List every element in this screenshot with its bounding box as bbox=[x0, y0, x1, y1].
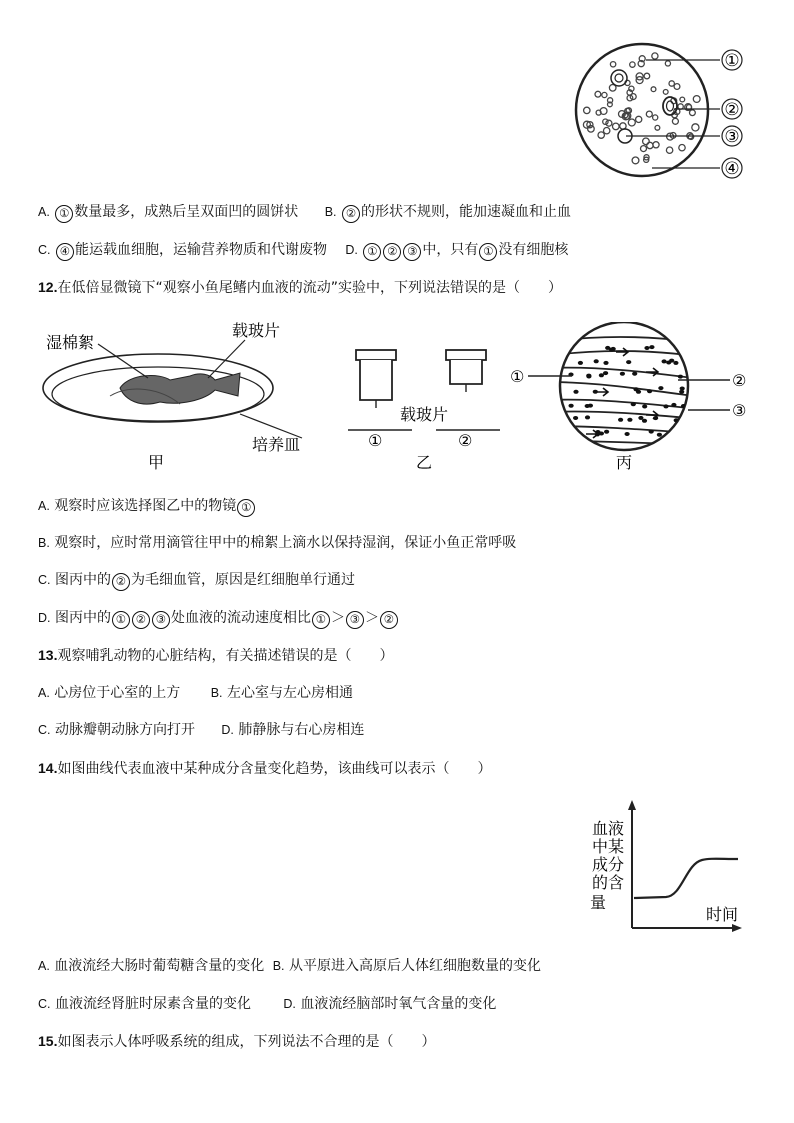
q11-options-row2 bbox=[38, 240, 568, 261]
q13-option-b[interactable] bbox=[211, 685, 353, 701]
q12-option-c[interactable] bbox=[38, 570, 355, 591]
flowing-blood-cell bbox=[644, 346, 649, 350]
circled-number: ③ bbox=[346, 611, 364, 629]
flowing-blood-cell bbox=[604, 430, 609, 434]
flowing-blood-cell bbox=[679, 348, 684, 352]
flowing-blood-cell bbox=[666, 361, 671, 365]
greater-than: ＞ bbox=[364, 610, 379, 626]
flowing-blood-cell bbox=[681, 347, 686, 351]
ylabel-line-2: 中某 bbox=[591, 837, 625, 856]
option-text: 处血液的流动速度相比 bbox=[170, 610, 311, 626]
flowing-blood-cell bbox=[632, 372, 637, 376]
flowing-blood-cell bbox=[638, 416, 643, 420]
flowing-blood-cell bbox=[620, 372, 625, 376]
blood-label-2: ② bbox=[724, 100, 740, 120]
flowing-blood-cell bbox=[573, 390, 578, 394]
flowing-blood-cell bbox=[603, 371, 608, 375]
label-objective-2: ② bbox=[458, 431, 473, 450]
circled-number: ① bbox=[312, 611, 330, 629]
flowing-blood-cell bbox=[585, 415, 590, 419]
question-text: 如图曲线代表血液中某种成分含量变化趋势，该曲线可以表示（ ） bbox=[57, 761, 492, 777]
q11-option-c[interactable] bbox=[38, 242, 331, 258]
flowing-blood-cell bbox=[599, 432, 604, 436]
q14-trend-graph bbox=[586, 796, 756, 936]
blood-label-3: ③ bbox=[724, 127, 740, 147]
label-slide: 载玻片 bbox=[232, 321, 281, 340]
question-number: 15. bbox=[38, 1033, 58, 1049]
option-text: 血液流经脑部时氧气含量的变化 bbox=[300, 996, 497, 1012]
bing-label-1: ① bbox=[510, 367, 525, 386]
q13-options-row1 bbox=[38, 683, 353, 703]
blood-label-1: ① bbox=[724, 51, 740, 71]
option-letter: C. bbox=[38, 997, 51, 1011]
ylabel-line-1: 血液 bbox=[591, 819, 625, 838]
flowing-blood-cell bbox=[636, 390, 641, 394]
option-text: 血液流经肾脏时尿素含量的变化 bbox=[54, 996, 251, 1012]
circled-number: ③ bbox=[403, 243, 421, 261]
option-text: 动脉瓣朝动脉方向打开 bbox=[54, 722, 195, 738]
q13-stem bbox=[38, 645, 393, 666]
bing-label-2: ② bbox=[732, 371, 747, 390]
circled-number: ② bbox=[112, 573, 130, 591]
option-text: 数量最多，成熟后呈双面凹的圆饼状 bbox=[74, 204, 299, 220]
circled-number: ③ bbox=[152, 611, 170, 629]
flowing-blood-cell bbox=[671, 433, 676, 437]
option-letter: A. bbox=[38, 499, 50, 513]
option-letter: B. bbox=[38, 536, 50, 550]
q12-option-d[interactable] bbox=[38, 608, 399, 629]
option-letter: A. bbox=[38, 205, 50, 219]
flowing-blood-cell bbox=[678, 375, 683, 379]
option-text: 图丙中的 bbox=[54, 572, 111, 588]
question-number: 12. bbox=[38, 279, 58, 295]
option-letter: B. bbox=[324, 205, 337, 219]
circled-number: ① bbox=[112, 611, 130, 629]
circled-number: ① bbox=[363, 243, 381, 261]
option-letter: D. bbox=[283, 997, 296, 1011]
xlabel-time: 时间 bbox=[706, 905, 739, 924]
q14-option-a[interactable] bbox=[38, 958, 264, 974]
option-letter: B. bbox=[272, 959, 285, 973]
flowing-blood-cell bbox=[662, 359, 667, 363]
option-letter: D. bbox=[345, 243, 358, 257]
q14-option-b[interactable] bbox=[273, 958, 541, 974]
circled-number: ② bbox=[380, 611, 398, 629]
option-letter: D. bbox=[38, 611, 51, 625]
flowing-blood-cell bbox=[673, 361, 678, 365]
circled-number: ① bbox=[479, 243, 497, 261]
q14-options-row2 bbox=[38, 994, 496, 1014]
q14-option-c[interactable] bbox=[38, 996, 251, 1012]
option-text: 能运载血细胞，运输营养物质和代谢废物 bbox=[74, 242, 327, 258]
flowing-blood-cell bbox=[642, 405, 647, 409]
circled-number: ④ bbox=[56, 243, 74, 261]
flowing-blood-cell bbox=[625, 432, 630, 436]
flowing-blood-cell bbox=[609, 348, 614, 352]
q12-option-b[interactable] bbox=[38, 533, 516, 553]
question-text: 观察哺乳动物的心脏结构，有关描述错误的是（ ） bbox=[57, 648, 394, 664]
option-letter: C. bbox=[38, 243, 51, 257]
flowing-blood-cell bbox=[657, 433, 662, 437]
figure-jia-petri-dish bbox=[40, 318, 330, 473]
option-text: 的形状不规则，能加速凝血和止血 bbox=[360, 204, 571, 220]
q13-option-c[interactable] bbox=[38, 722, 195, 738]
q14-option-d[interactable] bbox=[283, 996, 496, 1012]
caption-yi: 乙 bbox=[416, 453, 433, 472]
flowing-blood-cell bbox=[663, 404, 668, 408]
option-text: 观察时应该选择图乙中的物镜 bbox=[54, 498, 237, 514]
flowing-blood-cell bbox=[569, 404, 574, 408]
flowing-blood-cell bbox=[649, 430, 654, 434]
q11-option-d[interactable] bbox=[345, 242, 568, 258]
option-text: 心房位于心室的上方 bbox=[54, 685, 181, 701]
flowing-blood-cell bbox=[618, 418, 623, 422]
flowing-blood-cell bbox=[679, 390, 684, 394]
option-letter: C. bbox=[38, 573, 51, 587]
q13-option-d[interactable] bbox=[221, 722, 364, 738]
label-objective-1: ① bbox=[368, 431, 383, 450]
label-slide-yi: 载玻片 bbox=[400, 405, 449, 424]
label-petri-dish: 培养皿 bbox=[252, 435, 301, 454]
caption-bing: 丙 bbox=[616, 453, 633, 472]
q15-stem bbox=[38, 1031, 435, 1052]
flowing-blood-cell bbox=[578, 361, 583, 365]
option-text: 从平原进入高原后人体红细胞数量的变化 bbox=[288, 958, 541, 974]
option-letter: A. bbox=[38, 686, 50, 700]
q14-options-row1 bbox=[38, 956, 541, 976]
flowing-blood-cell bbox=[588, 404, 593, 408]
ylabel-line-4: 的含 bbox=[591, 873, 625, 892]
blood-smear-figure bbox=[570, 38, 750, 186]
flowing-blood-cell bbox=[626, 360, 631, 364]
option-letter: A. bbox=[38, 959, 50, 973]
flowing-blood-cell bbox=[671, 403, 676, 407]
flowing-blood-cell bbox=[631, 402, 636, 406]
figure-yi-objectives bbox=[340, 340, 520, 472]
q13-option-a[interactable] bbox=[38, 685, 180, 701]
flowing-blood-cell bbox=[627, 418, 632, 422]
circled-number: ① bbox=[55, 205, 73, 223]
trend-curve bbox=[634, 859, 738, 898]
question-text: 如图表示人体呼吸系统的组成，下列说法不合理的是（ ） bbox=[57, 1034, 436, 1050]
greater-than: ＞ bbox=[330, 610, 345, 626]
circled-number: ② bbox=[383, 243, 401, 261]
option-text: 观察时，应时常用滴管往甲中的棉絮上滴水以保持湿润，保证小鱼正常呼吸 bbox=[54, 535, 517, 551]
option-text: 为毛细血管，原因是红细胞单行通过 bbox=[130, 572, 355, 588]
q11-option-b[interactable] bbox=[325, 204, 571, 220]
flowing-blood-cell bbox=[603, 361, 608, 365]
ylabel-line-3: 成分 bbox=[591, 855, 625, 874]
q11-options-row1 bbox=[38, 202, 571, 223]
q11-option-a[interactable] bbox=[38, 204, 303, 220]
option-text: 中，只有 bbox=[422, 242, 479, 258]
bing-label-3: ③ bbox=[732, 401, 747, 420]
q14-stem bbox=[38, 758, 491, 779]
option-text: 血液流经大肠时葡萄糖含量的变化 bbox=[54, 958, 265, 974]
flowing-blood-cell bbox=[649, 345, 654, 349]
blood-label-4: ④ bbox=[724, 159, 740, 179]
ylabel-line-5: 量 bbox=[589, 893, 607, 912]
option-text: 图丙中的 bbox=[54, 610, 111, 626]
q12-option-a[interactable] bbox=[38, 496, 256, 517]
question-text: 在低倍显微镜下“观察小鱼尾鳍内血液的流动”实验中，下列说法错误的是（ ） bbox=[57, 280, 562, 296]
flowing-blood-cell bbox=[573, 416, 578, 420]
option-letter: D. bbox=[221, 723, 234, 737]
option-letter: B. bbox=[210, 686, 223, 700]
option-text: 没有细胞核 bbox=[498, 242, 569, 258]
question-number: 14. bbox=[38, 760, 58, 776]
option-text: 肺静脉与右心房相连 bbox=[238, 722, 365, 738]
q12-stem bbox=[38, 277, 562, 298]
option-text: 左心室与左心房相通 bbox=[226, 685, 353, 701]
circled-number: ② bbox=[132, 611, 150, 629]
flowing-blood-cell bbox=[594, 359, 599, 363]
flowing-blood-cell bbox=[642, 419, 647, 423]
option-letter: C. bbox=[38, 723, 51, 737]
figure-bing-vessels bbox=[508, 322, 758, 474]
label-wet-cotton: 湿棉絮 bbox=[46, 333, 95, 352]
circled-number: ① bbox=[237, 499, 255, 517]
circled-number: ② bbox=[342, 205, 360, 223]
question-number: 13. bbox=[38, 647, 58, 663]
flowing-blood-cell bbox=[658, 386, 663, 390]
flowing-blood-cell bbox=[647, 389, 652, 393]
caption-jia: 甲 bbox=[148, 453, 165, 472]
flowing-blood-cell bbox=[586, 374, 591, 378]
q13-options-row2 bbox=[38, 720, 364, 740]
